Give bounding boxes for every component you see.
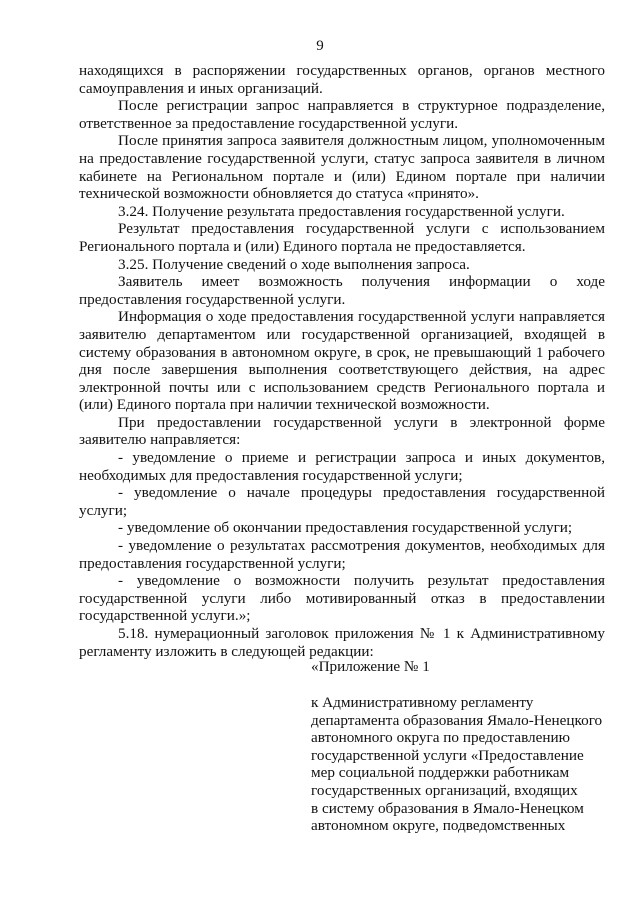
section-3-24-heading: 3.24. Получение результата предоставления государственной услуги. xyxy=(118,202,565,220)
appendix-title: «Приложение № 1 xyxy=(311,658,430,675)
section-3-25-heading: 3.25. Получение сведений о ходе выполнения запроса. xyxy=(118,255,470,273)
bullet-procedure-start: - уведомление о начале процедуры предоставления государственной услуги; xyxy=(79,484,605,519)
bullet-receipt-registration: - уведомление о приеме и регистрации запроса и иных документов, необходимых для предоставления государственной услуги; xyxy=(79,449,605,484)
paragraph-notifications-intro: При предоставлении государственной услуги в электронной форме заявителю направляется: xyxy=(79,413,605,449)
appendix-reference xyxy=(311,694,611,835)
appendix-line: государственной услуги «Предоставление xyxy=(311,746,584,764)
appendix-line: автономного округа по предоставлению xyxy=(311,729,570,747)
appendix-line: департамента образования Ямало-Ненецкого xyxy=(311,711,603,729)
paragraph-applicant-info: Заявитель имеет возможность получения информации о ходе предоставления государственной услуги. xyxy=(79,273,605,308)
document-body xyxy=(79,62,605,660)
bullet-procedure-end: - уведомление об окончании предоставления государственной услуги; xyxy=(118,519,573,537)
section-5-18-paragraph: 5.18. нумерационный заголовок приложения № 1 к Административному регламенту изложить в следующей редакции: xyxy=(79,625,605,660)
appendix-line: к Административному регламенту xyxy=(311,694,534,711)
appendix-line: автономном округе, подведомственных xyxy=(311,817,566,835)
bullet-review-results: - уведомление о результатах рассмотрения документов, необходимых для предоставления государственной услуги; xyxy=(79,537,605,572)
paragraph-progress-info: Информация о ходе предоставления государственной услуги направляется заявителю департаментом или государственной организацией, входящей в систему образования в автономном округе, в срок, не превышающий 1 рабочего дня после завершения выполнения соответствующего действия, на адрес электронной почты или с использованием средств Регионального портала и (или) Единого портала при наличии технической возможности. xyxy=(79,308,605,414)
appendix-line: мер социальной поддержки работникам xyxy=(311,764,570,782)
bullet-result-availability: - уведомление о возможности получить результат предоставления государственной услуги либо мотивированный отказ в предоставлении государственной услуги.»; xyxy=(79,572,605,625)
appendix-line: в систему образования в Ямало-Ненецком xyxy=(311,799,584,817)
paragraph-continuation: находящихся в распоряжении государственных органов, органов местного самоуправления и иных организаций. xyxy=(79,62,605,97)
appendix-line: государственных организаций, входящих xyxy=(311,781,578,799)
page-number: 9 xyxy=(316,38,324,54)
paragraph-registration: После регистрации запрос направляется в структурное подразделение, ответственное за предоставление государственной услуги. xyxy=(79,97,605,132)
paragraph-result-not-provided: Результат предоставления государственной услуги с использованием Регионального портала и (или) Единого портала не предоставляется. xyxy=(79,220,605,255)
paragraph-status-update: После принятия запроса заявителя должностным лицом, уполномоченным на предоставление государственной услуги, статус запроса заявителя в личном кабинете на Региональном портале и (или) Едином портале при наличии технической возможности обновляется до статуса «принято». xyxy=(79,132,605,203)
